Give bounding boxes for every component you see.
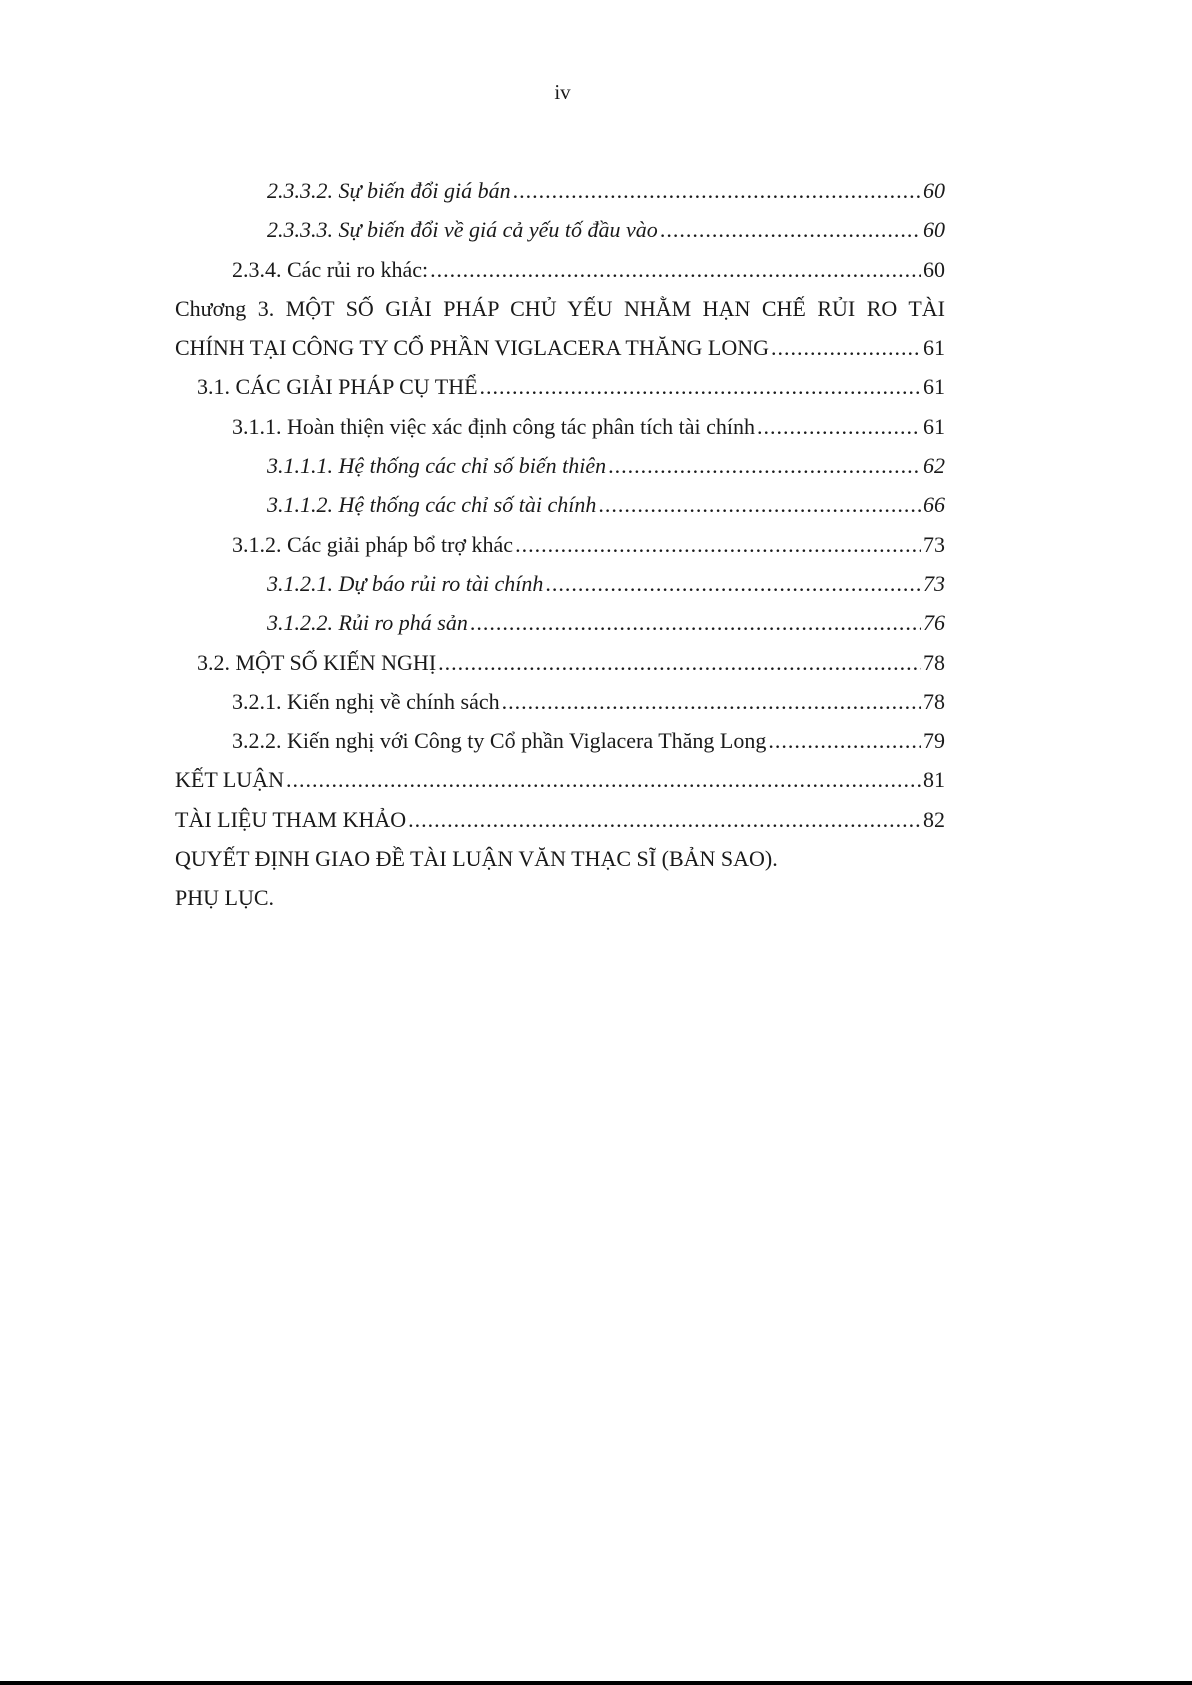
toc-entry[interactable]: [175, 328, 945, 367]
toc-entry-label: 3.1.1.1. Hệ thống các chỉ số biến thiên: [267, 453, 607, 479]
toc-entry[interactable]: [175, 800, 945, 839]
toc-entry-label: TÀI LIỆU THAM KHẢO: [175, 806, 407, 832]
toc-dot-leader: [545, 564, 921, 603]
toc-dot-leader: [660, 210, 921, 249]
toc-entry[interactable]: [175, 878, 945, 917]
toc-entry[interactable]: [175, 643, 945, 682]
toc-entry-label: PHỤ LỤC.: [175, 885, 275, 911]
toc-dot-leader: [470, 603, 921, 642]
toc-entry-page: 62: [923, 453, 945, 479]
toc-entry-page: 78: [923, 688, 945, 714]
toc-entry-label: QUYẾT ĐỊNH GIAO ĐỀ TÀI LUẬN VĂN THẠC SĨ (BẢN SAO).: [175, 846, 778, 872]
table-of-contents: [175, 171, 945, 918]
toc-entry[interactable]: [175, 839, 945, 878]
toc-entry[interactable]: [175, 760, 945, 799]
toc-entry-label: 3.1.2. Các giải pháp bổ trợ khác: [232, 531, 514, 557]
toc-entry-label: 3.2. MỘT SỐ KIẾN NGHỊ: [197, 649, 437, 675]
toc-dot-leader: [408, 800, 921, 839]
toc-entry[interactable]: [175, 603, 945, 642]
toc-dot-leader: [480, 367, 921, 406]
toc-entry-page: 73: [923, 531, 945, 557]
toc-entry-label: 3.1.2.2. Rủi ro phá sản: [267, 610, 468, 636]
toc-entry[interactable]: [175, 485, 945, 524]
toc-entry-page: 61: [923, 413, 945, 439]
toc-entry-label: CHÍNH TẠI CÔNG TY CỔ PHẦN VIGLACERA THĂNG LONG: [175, 335, 770, 361]
toc-entry[interactable]: [175, 721, 945, 760]
toc-entry-page: 82: [923, 806, 945, 832]
toc-entry-label: 3.1.2.1. Dự báo rủi ro tài chính: [267, 570, 544, 596]
toc-entry-label: 2.3.4. Các rủi ro khác:: [232, 256, 429, 282]
toc-entry-label: 2.3.3.2. Sự biến đổi giá bán: [267, 178, 511, 203]
toc-entry[interactable]: [175, 171, 945, 210]
toc-entry-label: 3.1.1. Hoàn thiện việc xác định công tác phân tích tài chính: [232, 413, 755, 439]
toc-entry[interactable]: [175, 682, 945, 721]
toc-entry-label: 3.2.2. Kiến nghị với Công ty Cổ phần Viglacera Thăng Long: [232, 728, 767, 754]
toc-dot-leader: [515, 525, 921, 564]
toc-entry[interactable]: [175, 250, 945, 289]
toc-dot-leader: [608, 446, 921, 485]
toc-entry-page: 60: [923, 217, 945, 243]
toc-entry[interactable]: [175, 446, 945, 485]
toc-entry-page: 79: [923, 728, 945, 754]
toc-dot-leader: [771, 328, 921, 367]
toc-dot-leader: [502, 682, 921, 721]
toc-dot-leader: [430, 250, 921, 289]
toc-entry-label: 2.3.3.3. Sự biến đổi về giá cả yếu tố đầu vào: [267, 217, 658, 243]
toc-entry-label: 3.1. CÁC GIẢI PHÁP CỤ THỂ: [197, 374, 478, 400]
toc-entry-page: 76: [923, 610, 945, 636]
toc-entry-page: 73: [923, 570, 945, 596]
toc-entry[interactable]: [175, 564, 945, 603]
toc-entry-page: 60: [923, 256, 945, 282]
toc-dot-leader: [768, 721, 921, 760]
toc-entry-page: 81: [923, 767, 945, 793]
toc-entry-page: 66: [923, 492, 945, 518]
toc-entry[interactable]: [175, 525, 945, 564]
toc-dot-leader: [757, 407, 921, 446]
toc-entry-page: 61: [923, 374, 945, 400]
toc-dot-leader: [598, 485, 921, 524]
toc-entry-label: KẾT LUẬN: [175, 767, 284, 793]
toc-dot-leader: [438, 643, 921, 682]
toc-entry-page: 78: [923, 649, 945, 675]
toc-entry[interactable]: [175, 407, 945, 446]
page-number: iv: [554, 80, 571, 104]
toc-entry-page: 60: [923, 178, 945, 203]
toc-entry-label: 3.1.1.2. Hệ thống các chỉ số tài chính: [267, 492, 597, 518]
toc-entry-label: 3.2.1. Kiến nghị về chính sách: [232, 688, 500, 714]
toc-entry[interactable]: [175, 210, 945, 249]
toc-entry-page: 61: [923, 335, 945, 361]
toc-entry[interactable]: [175, 289, 945, 328]
bottom-edge-rule: [0, 1681, 1192, 1685]
toc-dot-leader: [513, 171, 921, 210]
toc-dot-leader: [286, 760, 921, 799]
toc-entry[interactable]: [175, 367, 945, 406]
toc-entry-label: Chương 3. MỘT SỐ GIẢI PHÁP CHỦ YẾU NHẰM HẠN CHẾ RỦI RO TÀI: [175, 295, 945, 321]
